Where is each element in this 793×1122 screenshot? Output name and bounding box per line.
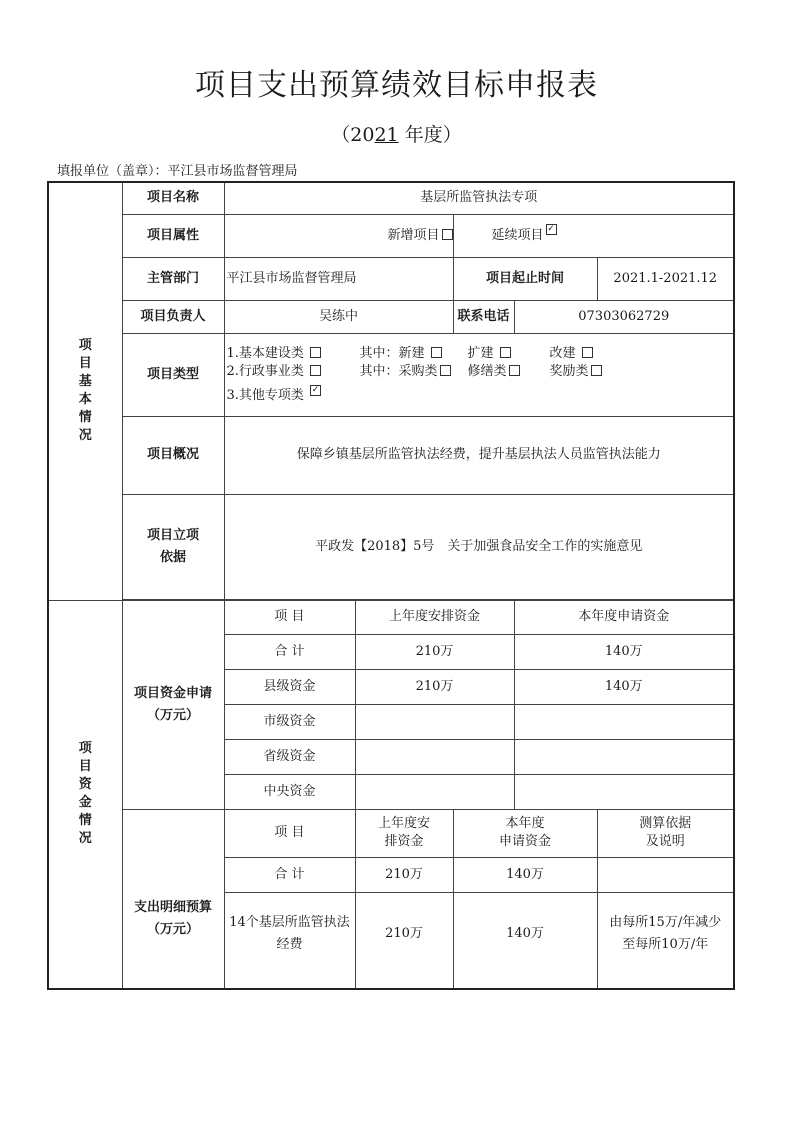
basis-label-line-1: 项目立项 xyxy=(146,527,199,543)
apply-row-item: 市级资金 xyxy=(224,704,355,739)
year-prefix: （20 xyxy=(331,124,375,146)
apply-header-last: 上年度安排资金 xyxy=(355,600,514,634)
attr-continue-checkbox[interactable]: ✓ xyxy=(547,223,555,234)
vertical-label-char: 本 xyxy=(78,392,92,408)
vertical-label-char: 资 xyxy=(78,777,92,793)
period-value: 2021.1-2021.12 xyxy=(597,257,734,300)
form-title: 项目支出预算绩效目标申报表 xyxy=(195,68,598,103)
vertical-label-char: 况 xyxy=(78,428,92,444)
vertical-label-char: 情 xyxy=(78,813,92,829)
vertical-label-char: 金 xyxy=(78,795,92,811)
detail-header-item-text: 项 目 xyxy=(274,825,305,840)
type-1-new-checkbox[interactable] xyxy=(431,347,442,358)
type-2-sub-text: 其中：采购类 xyxy=(359,363,438,379)
type-1-text: 1.基本建设类 xyxy=(226,345,304,361)
row-dept xyxy=(48,257,734,300)
detail-header-this-line-1: 本年度 xyxy=(505,816,545,831)
dept-value: 平江县市场监督管理局 xyxy=(224,257,453,300)
apply-row-item: 省级资金 xyxy=(224,739,355,774)
group-basic-label xyxy=(49,337,122,445)
apply-row-this xyxy=(514,704,734,739)
detail-header-row xyxy=(48,809,734,857)
type-2-purchase-checkbox[interactable] xyxy=(440,365,451,376)
phone-value: 07303062729 xyxy=(514,300,734,333)
row-basis xyxy=(48,494,734,599)
apply-row-this xyxy=(514,739,734,774)
type-line-3 xyxy=(226,384,732,405)
reporting-unit xyxy=(57,160,298,179)
attr-continue-text: 延续项目 xyxy=(491,227,544,243)
type-1-expand-text: 扩建 xyxy=(467,345,494,361)
detail-header-note-line-1: 测算依据 xyxy=(639,816,692,831)
type-1-checkbox[interactable] xyxy=(310,347,321,358)
type-2-reward-text: 奖励类 xyxy=(549,363,589,379)
type-2-repair-checkbox[interactable] xyxy=(509,365,520,376)
detail-label xyxy=(122,809,224,989)
apply-header-this: 本年度申请资金 xyxy=(514,600,734,634)
detail-row-last: 210万 xyxy=(355,857,453,892)
detail-row-note-line-2: 至每所10万/年 xyxy=(622,937,709,953)
type-3-text: 3.其他专项类 xyxy=(226,387,304,403)
type-2-text: 2.行政事业类 xyxy=(226,363,304,379)
detail-header-item xyxy=(224,809,355,857)
vertical-label-char: 项 xyxy=(78,741,92,757)
row-summary xyxy=(48,416,734,494)
detail-row-last: 210万 xyxy=(355,892,453,989)
detail-header-last xyxy=(355,809,453,857)
detail-header-this xyxy=(453,809,597,857)
row-project-type xyxy=(48,333,734,416)
row-owner xyxy=(48,300,734,333)
type-2-repair-text: 修缮类 xyxy=(467,363,507,379)
type-1-rebuild-checkbox[interactable] xyxy=(582,347,593,358)
attr-new-option[interactable] xyxy=(224,214,453,257)
row-project-attr xyxy=(48,214,734,257)
apply-row-last: 210万 xyxy=(355,669,514,704)
detail-label-line-1: 支出明细预算 xyxy=(133,899,212,915)
detail-header-last-line-2: 排资金 xyxy=(384,834,424,849)
attr-new-checkbox[interactable] xyxy=(442,229,453,240)
group-funds xyxy=(48,600,122,989)
type-1-rebuild-text: 改建 xyxy=(549,345,576,361)
detail-label-line-2: （万元） xyxy=(146,921,199,937)
vertical-label-char: 目 xyxy=(78,356,92,372)
type-1-sub-text: 其中：新建 xyxy=(359,345,425,361)
apply-header-row xyxy=(48,600,734,634)
attr-label: 项目属性 xyxy=(122,214,224,257)
year-suffix: 年度） xyxy=(398,124,462,146)
detail-row-note xyxy=(597,892,734,989)
apply-label xyxy=(122,600,224,809)
basis-label-line-2: 依据 xyxy=(159,549,186,565)
apply-row-last xyxy=(355,739,514,774)
apply-row-last: 210万 xyxy=(355,634,514,669)
type-2-reward-checkbox[interactable] xyxy=(591,365,602,376)
period-label: 项目起止时间 xyxy=(453,257,597,300)
apply-row-this: 140万 xyxy=(514,634,734,669)
apply-row-last xyxy=(355,774,514,809)
apply-row-last xyxy=(355,704,514,739)
name-value: 基层所监管执法专项 xyxy=(224,182,734,214)
type-line-2 xyxy=(227,363,732,381)
type-label: 项目类型 xyxy=(122,333,224,416)
apply-label-line-2: （万元） xyxy=(146,707,199,723)
detail-row-item-line-2: 经费 xyxy=(276,937,303,953)
group-basic-info xyxy=(48,182,122,600)
apply-header-item: 项 目 xyxy=(224,600,355,634)
detail-row-this: 140万 xyxy=(453,857,597,892)
form-year xyxy=(0,120,793,147)
type-1-expand-checkbox[interactable] xyxy=(500,347,511,358)
detail-row-note-line-1: 由每所15万/年减少 xyxy=(609,915,722,931)
dept-label: 主管部门 xyxy=(122,257,224,300)
reporting-unit-value: 平江县市场监督管理局 xyxy=(167,164,298,179)
owner-value: 吴练中 xyxy=(224,300,453,333)
budget-form-table xyxy=(47,181,735,990)
owner-label: 项目负责人 xyxy=(122,300,224,333)
year-underlined: 21 xyxy=(374,124,399,146)
group-funds-label xyxy=(49,740,122,848)
attr-continue-option[interactable] xyxy=(453,214,734,257)
vertical-label-char: 目 xyxy=(78,759,92,775)
basis-value: 平政发【2018】5号 关于加强食品安全工作的实施意见 xyxy=(224,494,734,599)
type-2-checkbox[interactable] xyxy=(310,365,321,376)
row-project-name xyxy=(48,182,734,214)
type-options xyxy=(224,333,734,416)
apply-row-item: 中央资金 xyxy=(224,774,355,809)
name-label: 项目名称 xyxy=(122,182,224,214)
type-3-checkbox[interactable]: ✓ xyxy=(311,384,320,395)
reporting-unit-label: 填报单位（盖章）： xyxy=(57,164,168,179)
phone-label: 联系电话 xyxy=(453,300,514,333)
summary-label: 项目概况 xyxy=(122,416,224,494)
detail-row-item: 合 计 xyxy=(224,857,355,892)
type-line-1 xyxy=(227,345,732,363)
apply-row-this xyxy=(514,774,734,809)
attr-new-text: 新增项目 xyxy=(387,227,440,243)
detail-row-item-line-1: 14个基层所监管执法 xyxy=(229,915,350,931)
apply-label-line-1: 项目资金申请 xyxy=(133,685,212,701)
apply-row-item: 合 计 xyxy=(224,634,355,669)
detail-row-item xyxy=(224,892,355,989)
vertical-label-char: 况 xyxy=(78,831,92,847)
detail-row-note xyxy=(597,857,734,892)
detail-row-this: 140万 xyxy=(453,892,597,989)
vertical-label-char: 项 xyxy=(78,338,92,354)
basis-label xyxy=(122,494,224,599)
detail-header-this-line-2: 申请资金 xyxy=(498,834,551,849)
vertical-label-char: 情 xyxy=(78,410,92,426)
vertical-label-char: 基 xyxy=(78,374,92,390)
detail-header-note-line-2: 及说明 xyxy=(645,834,685,849)
apply-row-this: 140万 xyxy=(514,669,734,704)
detail-header-note xyxy=(597,809,734,857)
detail-header-last-line-1: 上年度安 xyxy=(377,816,430,831)
apply-row-item: 县级资金 xyxy=(224,669,355,704)
summary-value: 保障乡镇基层所监管执法经费，提升基层执法人员监管执法能力 xyxy=(224,416,734,494)
